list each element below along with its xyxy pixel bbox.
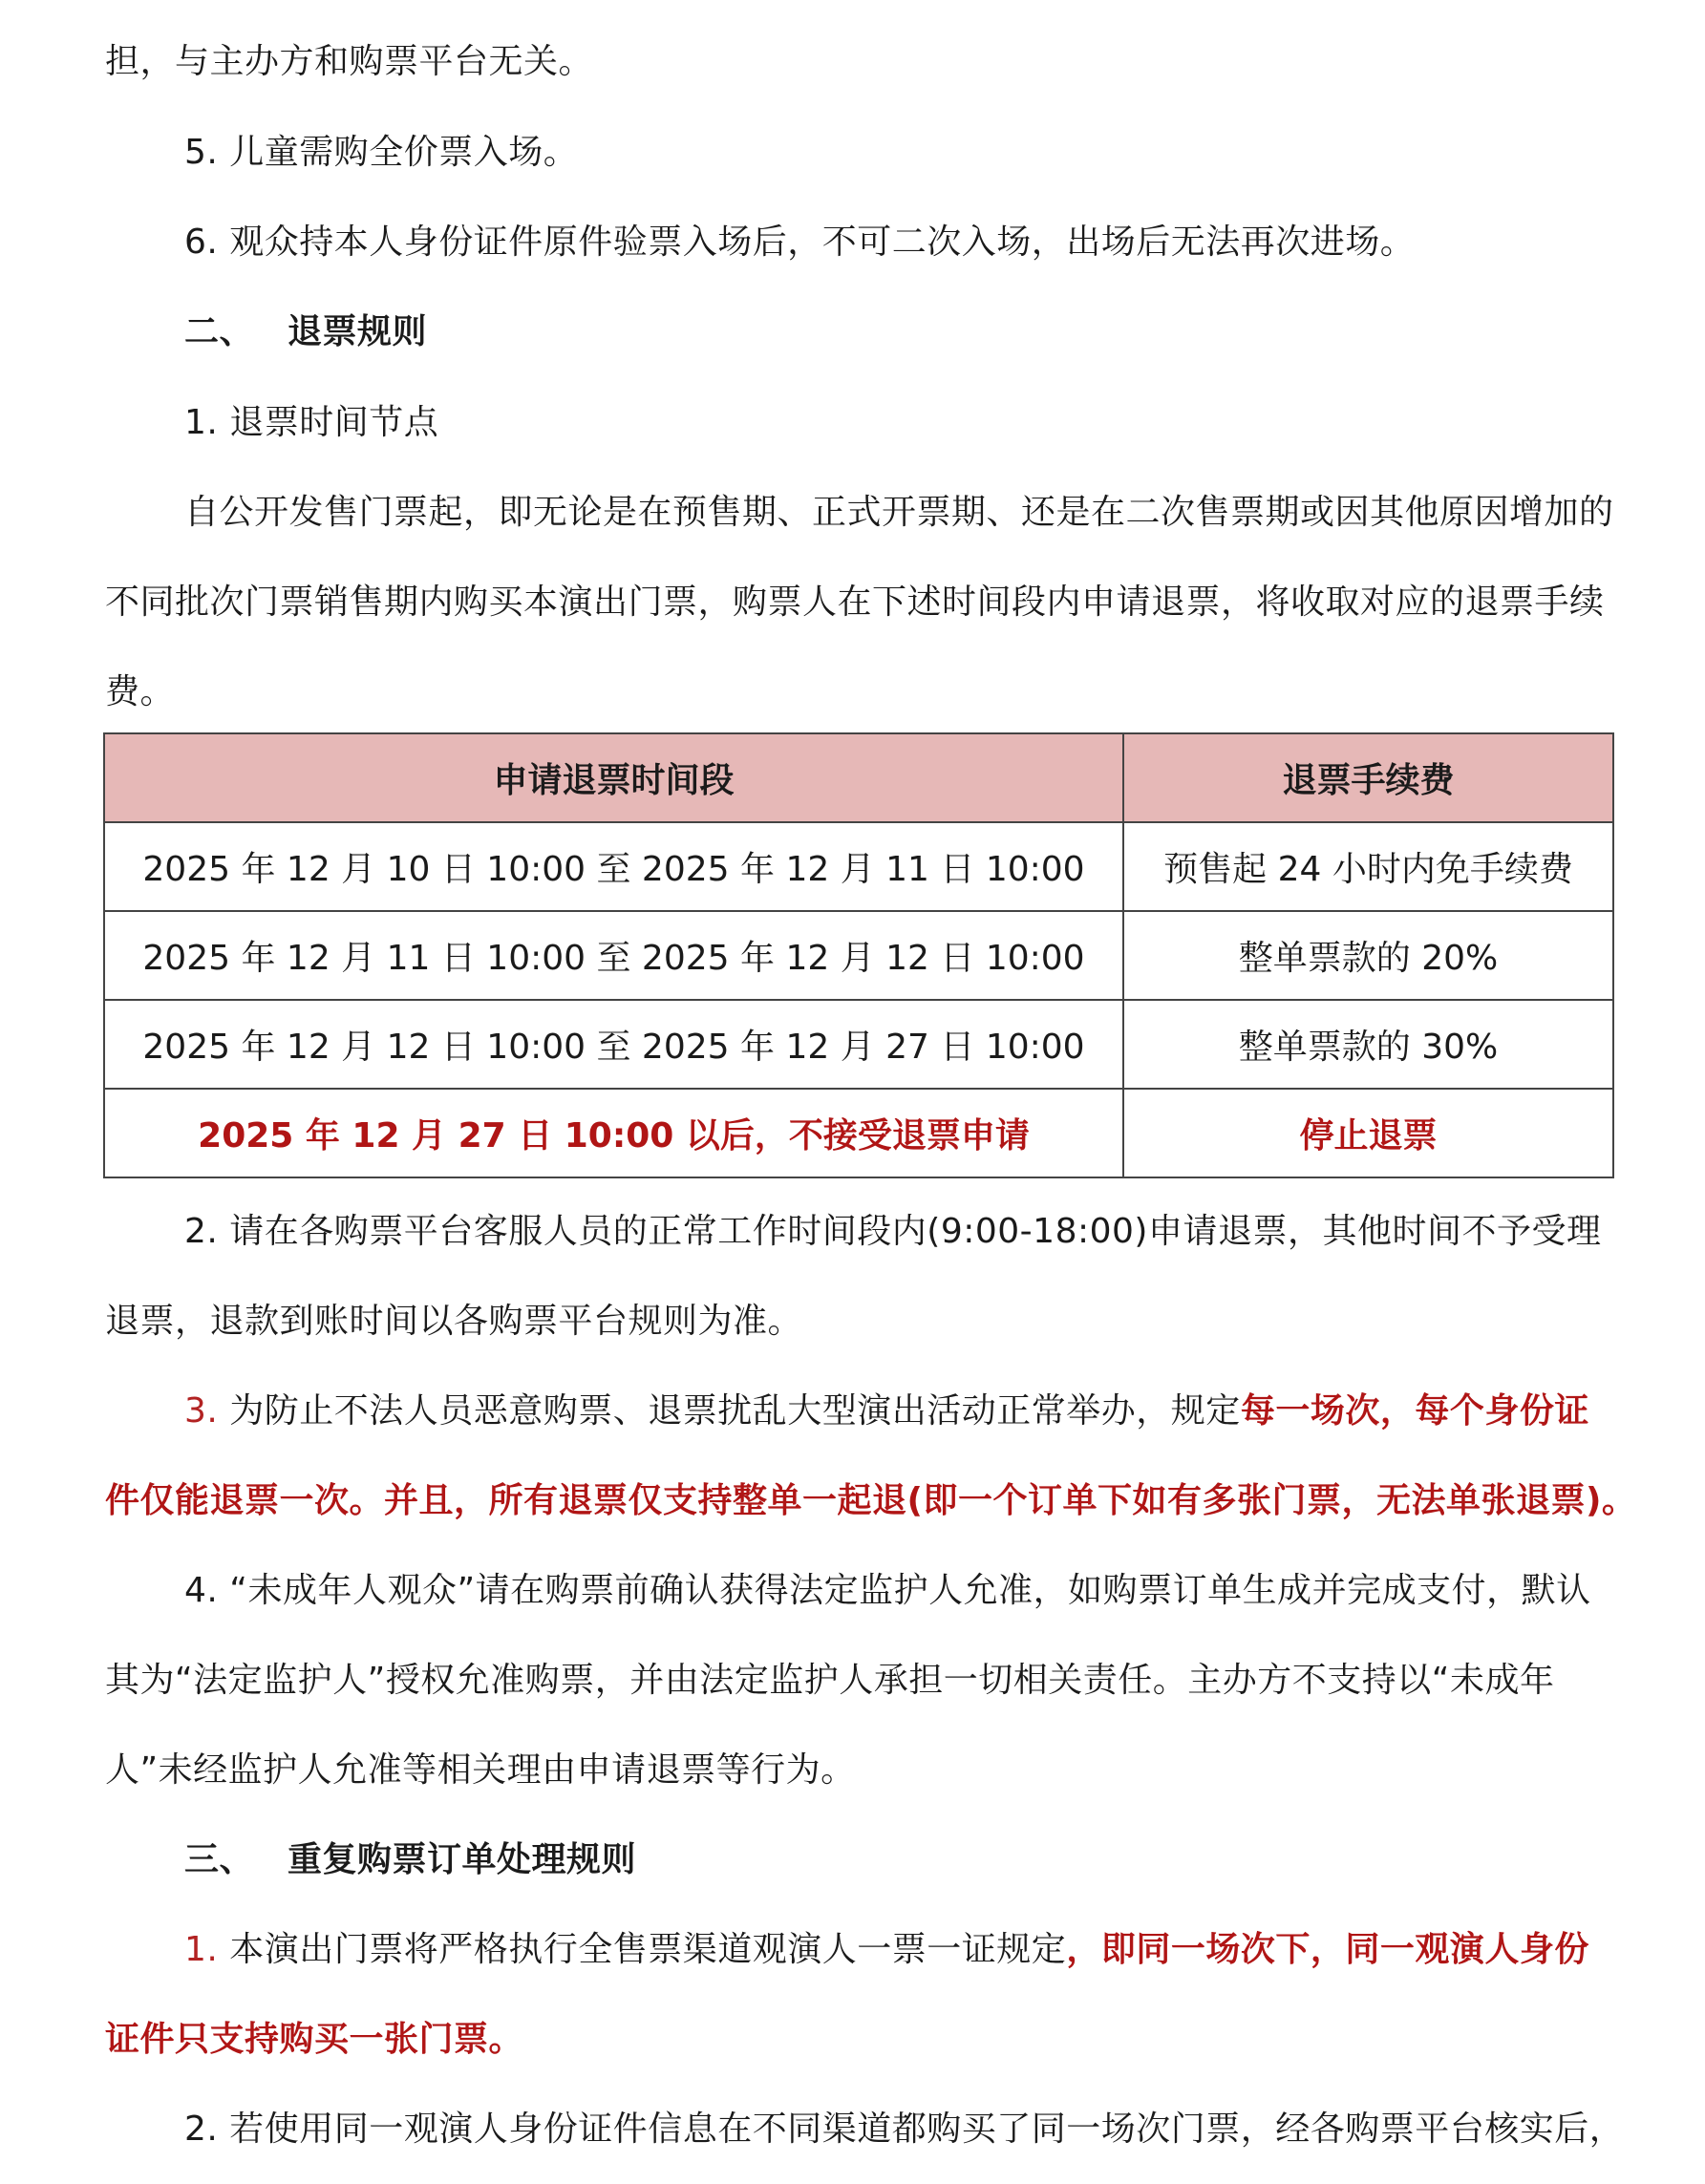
item-emphasis: 每一场次，每个身份证 [1240,1391,1589,1431]
refund-item-4-line: 4. “未成年人观众”请在购票前确认获得法定监护人允准，如购票订单生成并完成支付，默认 [184,1571,1591,1610]
item-text: 本演出门票将严格执行全售票渠道观演人一票一证规定 [218,1930,1067,1969]
table-row [104,822,1613,911]
duplicate-item-2-line: 2. 若使用同一观演人身份证件信息在不同渠道都购买了同一场次门票，经各购票平台核实后， [184,2110,1625,2149]
item-text: 为防止不法人员恶意购票、退票扰乱大型演出活动正常举办，规定 [218,1391,1241,1431]
time-period-cell: 2025 年 12 月 12 日 10:00 至 2025 年 12 月 27 日 10:00 [104,1000,1123,1089]
rule-item-6: 6. 观众持本人身份证件原件验票入场后，不可二次入场，出场后无法再次进场。 [184,223,1416,262]
section-heading-refund [184,308,427,356]
refund-paragraph-line: 费。 [105,672,176,711]
duplicate-item-1-line [184,1926,1589,1974]
refund-item-2-line: 退票，退款到账时间以各购票平台规则为准。 [105,1302,803,1341]
duplicate-item-1-emphasis-line: 证件只支持购买一张门票。 [105,2020,524,2059]
rule-item-5: 5. 儿童需购全价票入场。 [184,133,579,172]
refund-paragraph-line: 自公开发售门票起，即无论是在预售期、正式开票期、还是在二次售票期或因其他原因增加的 [184,493,1614,532]
refund-fee-table [103,732,1614,1178]
fee-cell: 整单票款的 30% [1123,1000,1613,1089]
table-row [104,1000,1613,1089]
item-emphasis: ，即同一场次下，同一观演人身份 [1066,1930,1589,1969]
fee-cell: 停止退票 [1123,1089,1613,1177]
header-time-period: 申请退票时间段 [104,733,1123,822]
time-period-cell: 2025 年 12 月 27 日 10:00 以后，不接受退票申请 [104,1089,1123,1177]
refund-item-3-emphasis-line: 件仅能退票一次。并且，所有退票仅支持整单一起退(即一个订单下如有多张门票，无法单张退票)。 [105,1481,1637,1520]
item-number: 3. [184,1391,219,1431]
continued-text-line: 担，与主办方和购票平台无关。 [105,42,594,81]
refund-item-4-line: 人”未经监护人允准等相关理由申请退票等行为。 [105,1750,856,1790]
table-row [104,911,1613,1000]
section-title: 重复购票订单处理规则 [288,1840,637,1879]
table-header-row [104,733,1613,822]
refund-item-1-title: 1. 退票时间节点 [184,403,439,442]
refund-paragraph-line: 不同批次门票销售期内购买本演出门票，购票人在下述时间段内申请退票，将收取对应的退票手续 [105,583,1605,622]
section-title: 退票规则 [288,312,428,351]
time-period-cell: 2025 年 12 月 11 日 10:00 至 2025 年 12 月 12 日 10:00 [104,911,1123,1000]
refund-item-2-line: 2. 请在各购票平台客服人员的正常工作时间段内(9:00-18:00)申请退票，其他时间不予受理 [184,1212,1602,1251]
header-refund-fee: 退票手续费 [1123,733,1613,822]
section-number: 二、 [184,312,255,351]
time-period-cell: 2025 年 12 月 10 日 10:00 至 2025 年 12 月 11 日 10:00 [104,822,1123,911]
fee-cell: 整单票款的 20% [1123,911,1613,1000]
table-row-stop-refund [104,1089,1613,1177]
section-number: 三、 [184,1840,255,1879]
refund-item-4-line: 其为“法定监护人”授权允准购票，并由法定监护人承担一切相关责任。主办方不支持以“未成年 [105,1661,1555,1700]
fee-cell: 预售起 24 小时内免手续费 [1123,822,1613,911]
item-number: 1. [184,1930,219,1969]
section-heading-duplicate-orders [184,1836,636,1884]
refund-item-3-line [184,1388,1589,1435]
